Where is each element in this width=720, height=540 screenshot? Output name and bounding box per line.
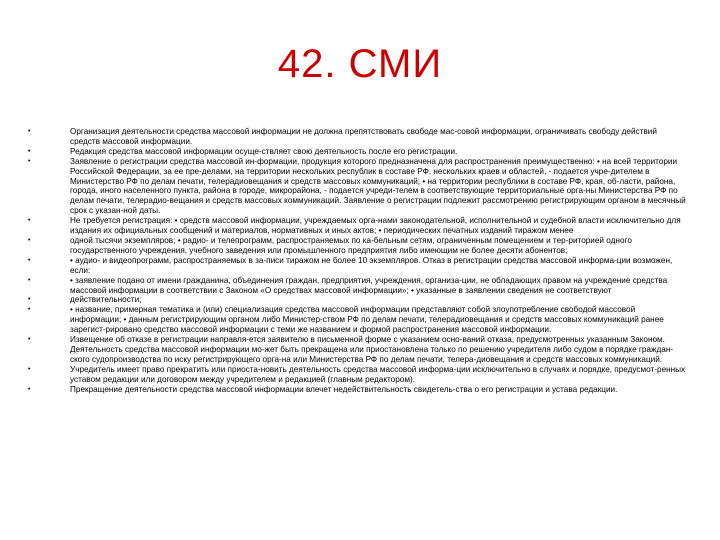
bullet-dot-icon: • — [28, 236, 31, 244]
list-item-text: • аудио- и видеопрограмм, распространяемых в за-писи тиражом не более 10 экземпляров. Отказ в регистрации средства массовой информа-ции возможен, если: — [70, 255, 673, 275]
slide-title: 42. СМИ — [277, 42, 443, 86]
list-item — [26, 295, 686, 305]
bullet-dot-icon: • — [28, 256, 31, 264]
bullet-dot-icon: • — [28, 276, 31, 284]
list-item-text: Редакция средства массовой информации осуще-ствляет свою деятельность после его регистрации. — [70, 146, 458, 156]
list-item-text: Учредитель имеет право прекратить или приоста-новить деятельность средства массовой информа-ции исключительно в случаях и порядке, предусмот-ренных уставом редакции или договором между учредителем и редакцией (главным редактором). — [70, 364, 686, 384]
list-item — [26, 335, 686, 365]
list-item — [26, 216, 686, 236]
bullet-dot-icon: • — [28, 336, 31, 344]
list-item-text: • название, примерная тематика и (или) специализация средства массовой информации представляют собой злоупотребление свободой массовой информации; • данным регистрирующим органом либо Министер-ством РФ по делам печати, телерадиовещания и средств массовых коммуникаций ранее зарегист-рировано средство массовой информации с теми же названием и формой распространения массовой информации. — [70, 305, 664, 335]
bullet-list — [26, 127, 686, 394]
bullet-dot-icon: • — [28, 157, 31, 165]
list-item — [26, 276, 686, 296]
list-item-text: Извещение об отказе в регистрации направля-ется заявителю в письменной форме с указанием осно-ваний отказа, предусмотренных указанным Законом. Деятельность средства массовой информации мо-жет быть прекращена или приостановлена только по решению учредителя либо судом в порядке граждан-ского судопроизводства по иску регистрирующего орга-на или Министерства РФ по делам печати, телера-диовещания и средств массовых коммуникаций. — [70, 335, 674, 364]
bullet-dot-icon: • — [28, 365, 31, 373]
bullet-dot-icon: • — [28, 217, 31, 225]
list-item-text: Заявление о регистрации средства массовой ин-формации, продукция которого предназначена для распространения преимущественно: • на всей территории Российской Федерации, за ее пре-делами, на территории нескольких республик в составе РФ, нескольких краев и областей, - подается учре-дителем в Министерство РФ по делам печати, телерадиовещания и средств массовых коммуникаций; • на территории республики в составе РФ, края, об-ласти, района, города, иного населенного пункта, района в городе, микрорайона, - подается учреди-телем в соответствующие территориальные орга-ны Министерства РФ по делам печати, телерадио-вещания и средств массовых коммуникаций. Заявление о регистрации подлежит рассмотрению регистрирующим органом в месячный срок с указан-ной даты. — [70, 156, 686, 216]
list-item — [26, 127, 686, 147]
list-item-text: • заявление подано от имени гражданина, объединения граждан, предприятия, учреждения, организа-ции, не обладающих правом на учреждение средства массовой информации в соответствии с Законом «О средствах массовой информации»; • указанные в заявлении сведения не соответствуют — [70, 275, 668, 295]
list-item — [26, 236, 686, 256]
bullet-dot-icon: • — [28, 306, 31, 314]
list-item-text: Прекращение деятельности средства массовой информации влечет недействительность свидетель-ства о его регистрации и устава редакции. — [70, 384, 618, 394]
list-item — [26, 305, 686, 335]
list-item-text: одной тысячи экземпляров; • радио- и телепрограмм, распространяемых по ка-бельным сетям, ограниченным помещением и тер-риторией одного государственного учреждения, учебного заведения или промышленного предприятия либо имеющим не более десяти абонентов; — [70, 235, 632, 255]
list-item — [26, 365, 686, 385]
list-item — [26, 256, 686, 276]
list-item-text: Организация деятельности средства массовой информации не должна препятствовать свободе мас-совой информации, ограничивать свободу действий средств массовой информации. — [70, 127, 657, 146]
list-item — [26, 385, 686, 395]
bullet-dot-icon: • — [28, 147, 31, 155]
bullet-dot-icon: • — [28, 128, 31, 135]
list-item — [26, 157, 686, 216]
list-item-text: Не требуется регистрация: • средств массовой информации, учреждаемых орга-нами законодательной, исполнительной и судебной власти исключительно для издания их официальных сообщений и материалов, нормативных и иных актов; • периодических печатных изданий тиражом менее — [70, 216, 681, 236]
bullet-dot-icon: • — [28, 385, 31, 393]
list-item-text: действительности; — [70, 295, 142, 305]
list-item — [26, 147, 686, 157]
bullet-dot-icon: • — [28, 296, 31, 304]
